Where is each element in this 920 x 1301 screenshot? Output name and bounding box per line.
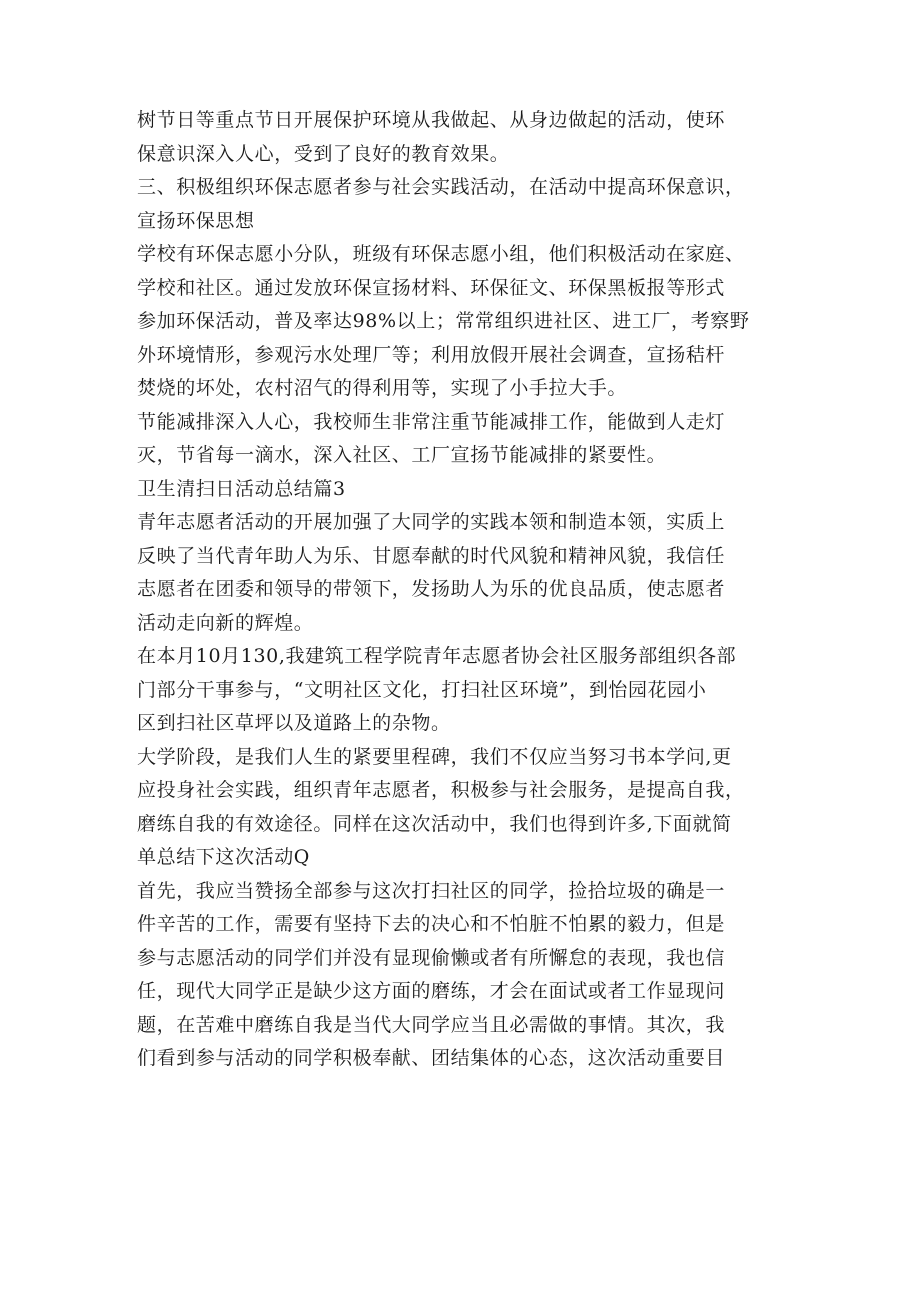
text-line: 大学阶段，是我们人生的紧要里程碑，我们不仅应当努习书本学问,更 [137, 745, 732, 768]
text-line: 反映了当代青年助人为乐、甘愿奉献的时代风貌和精神风貌，我信任 [137, 544, 726, 567]
text-line: 外环境情形，参观污水处理厂等；利用放假开展社会调查，宣扬秸杆 [137, 343, 726, 366]
article-title: 卫生清扫日活动总结篇3 [137, 477, 346, 500]
text-line: 首先，我应当赞扬全部参与这次打扫社区的同学，捡拾垃圾的确是一 [137, 879, 726, 902]
text-line: 们看到参与活动的同学积极奉献、团结集体的心态，这次活动重要目 [137, 1047, 726, 1069]
section-heading: 三、积极组织环保志愿者参与社会实践活动，在活动中提高环保意识， [137, 176, 745, 198]
text-line: 保意识深入人心，受到了良好的教育效果。 [137, 142, 510, 165]
section-heading: 宣扬环保思想 [137, 209, 255, 232]
text-line: 在本月10月130,我建筑工程学院青年志愿者协会社区服务部组织各部 [137, 645, 737, 667]
text-line: 应投身社会实践，组织青年志愿者，积极参与社会服务，是提高自我， [137, 779, 745, 801]
text-line: 参与志愿活动的同学们并没有显现偷懒或者有所懈怠的表现，我也信 [137, 946, 726, 969]
text-line: 树节日等重点节日开展保护环境从我做起、从身边做起的活动，使环 [137, 109, 726, 131]
text-line: 青年志愿者活动的开展加强了大同学的实践本领和制造本领，实质上 [137, 511, 726, 533]
text-line: 单总结下这次活动Q [137, 846, 310, 868]
text-line: 活动走向新的辉煌。 [137, 611, 314, 634]
text-line: 灭，节省每一滴水，深入社区、工厂宣扬节能减排的紧要性。 [137, 444, 667, 466]
text-line: 志愿者在团委和领导的带领下，发扬助人为乐的优良品质，使志愿者 [137, 578, 726, 600]
text-line: 学校有环保志愿小分队，班级有环保志愿小组，他们积极活动在家庭、 [137, 243, 745, 265]
text-line: 区到扫社区草坪以及道路上的杂物。 [137, 712, 451, 734]
text-line: 件辛苦的工作，需要有坚持下去的决心和不怕脏不怕累的毅力，但是 [137, 913, 726, 935]
text-line: 节能减排深入人心，我校师生非常注重节能减排工作，能做到人走灯 [137, 410, 726, 433]
text-line: 磨练自我的有效途径。同样在这次活动中，我们也得到许多,下面就简 [137, 812, 732, 835]
text-line: 焚烧的坏处，农村沼气的得利用等，实现了小手拉大手。 [137, 377, 628, 399]
document-body [137, 104, 785, 1076]
text-line: 学校和社区。通过发放环保宣扬材料、环保征文、环保黑板报等形式 [137, 276, 726, 299]
text-line: 题，在苦难中磨练自我是当代大同学应当且必需做的事情。其次，我 [137, 1013, 726, 1036]
text-line: 门部分干事参与，“文明社区文化，打扫社区环境”，到怡园花园小 [137, 678, 707, 701]
text-line: 参加环保活动，普及率达98%以上；常常组织进社区、进工厂，考察野 [137, 310, 750, 332]
text-line: 任，现代大同学正是缺少这方面的磨练，才会在面试或者工作显现问 [137, 980, 726, 1002]
